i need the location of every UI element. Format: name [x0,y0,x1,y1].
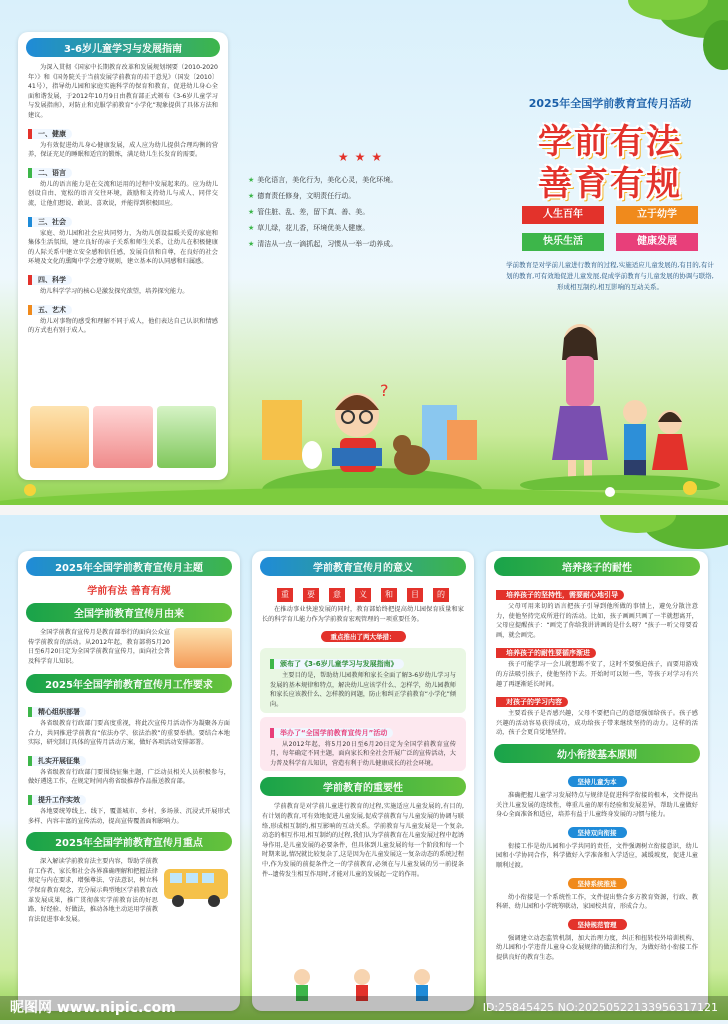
slogan-item: ★ 德育责任修身，文明责任行动。 [248,192,356,200]
cover-event-title: 2025年全国学前教育宣传月活动 [528,97,692,110]
star-icon: ★ [248,192,255,200]
slogan-item: ★ 管住脏、乱、差，留下真、善、美。 [248,208,370,216]
focus-header: 2025年全国学前教育宣传月重点 [26,832,232,851]
slogan-item: ★ 美化语言，美化行为，美化心灵，美化环境。 [248,176,398,184]
tag-healthy-growth: 健康发展 [616,233,698,251]
keyword-char: 的 [433,588,449,602]
patience-item [486,582,708,640]
meaning-panel [252,551,474,1011]
keyword-char: 目 [407,588,423,602]
requirement-title: 扎实开展征集 [28,756,86,766]
teacher-and-children-illustration [520,320,720,490]
requirement-title: 提升工作实效 [28,795,86,805]
brochure-outer-side [0,0,728,505]
requirement-item [18,748,240,787]
patience-item-text: 主要看孩子是否感兴趣，父母不要把自己的意愿强加给孩子。孩子感兴趣的活动容易获得成功，成功给孩子带来继续坚持的动力。这样的活动，孩子会更自觉地坚持。 [496,710,698,737]
patience-item-text: 孩子可能学习一会儿就想踢不安了，这时不要强迫孩子，而要用游戏的方法吸引孩子，使他坚持下去。开始时可以短一些，等孩子对学习有兴趣了再逐渐延长时间。 [496,661,698,688]
principle-text: 准确把握儿童学习发展特点与规律是促进科学衔接的根本，文件提出关注儿童发展的连续性，尊重儿童的原有经验和发展差异，帮助儿童做好身心全面准备和适应，培养有益于儿童终身发展的习惯与能力。 [496,791,698,819]
measure-title: 颁布了《3-6岁儿童学习与发展指南》 [270,659,404,669]
section-text: 为有效促进幼儿身心健康发展，成人应为幼儿提供合理均衡的营养，保证充足的睡眠和适宜的锻炼，满足幼儿生长发育的需要。 [28,141,218,159]
patience-item-title: 对孩子的学习内容 [496,697,568,707]
guide-section-science [18,267,228,297]
requirement-text: 各地要统筹线上、线下，覆盖城市、乡村，多场景、沉浸式开展形式多样、内容丰富的宣传活动，提高宣传覆盖面和影响力。 [28,807,230,825]
focus-text: 深入解读学前教育法主要内容，帮助学前教育工作者、家长和社会各界准确理解和把握法律规定与内在要求，增强尊法、守法意识，树立科学保育教育观念，充分展示典型地区学前教育改革发展成果，推广贯彻落实学前教育法的好思路、好经验、好做法，推动各地主动运用学前教育法促进事业发展。 [28,858,158,923]
section-title: 一、健康 [28,129,72,139]
section-text: 幼儿科学学习的核心是激发探究欲望，培养探究能力。 [40,287,189,295]
slogan-panel [248,150,478,252]
origin-header: 全国学前教育宣传月由来 [26,603,232,622]
principle-title: 坚持双向衔接 [568,827,627,838]
requirements-header: 2025年全国学前教育宣传月工作要求 [26,674,232,693]
principle-text: 强调建立动态监管机制，加大治理力度，纠正和扭转校外培训机构、幼儿园和小学违背儿童身心发展规律的做法和行为，为做好幼小衔接工作提供良好的教育生态。 [496,934,698,961]
keyword-char: 重 [277,588,293,602]
svg-text:?: ? [380,381,389,400]
cover-description: 学前教育是对学前儿童进行教育的过程,实施适应儿童发展的,有目的,有计划的教育,可有效地促进儿童发展,促成学前教育与儿童发展的协调与联络,形成相互制约,相互影响的互动关系。 [506,261,714,291]
principle-item [486,871,708,912]
theme-text: 学前有法 善育有规 [87,586,171,597]
patience-item-title: 培养孩子的耐性要循序渐进 [496,648,596,658]
keyword-char: 义 [355,588,371,602]
focus-block [18,857,240,924]
keywords-row [252,582,474,602]
children-photo [93,406,152,468]
star-icon: ★ [248,224,255,232]
publicity-month-panel [18,551,240,1011]
watermark-id: ID:25845425 NO:20250522133956317121 [482,1001,718,1014]
requirement-text: 各省级教育行政部门要围绕征集主题，广泛动员相关人员积极参与，做好遴选工作，在规定时间内将省级推荐作品报送教育部。 [28,768,230,786]
section-text: 幼儿对事物的感受和理解不同于成人，他们表达自己认识和情感的方式也有别于成人。 [28,317,218,335]
requirement-item [18,699,240,748]
measure-block [260,717,466,772]
guide-section-art [18,297,228,336]
measure-text: 从2012年起，将5月20日至6月20日定为全国学前教育宣传月，每年确定不同主题，面向家长和全社会开展广泛的宣传活动，大力普及科学育儿知识，营造有利于幼儿健康成长的社会环境。 [270,740,456,767]
patience-item [486,689,708,738]
tag-life-century: 人生百年 [522,206,604,224]
measure-block [260,648,466,712]
tag-happy-life: 快乐生活 [522,233,604,251]
slogan-list [248,172,478,252]
importance-text: 学前教育是对学前儿童进行教育的过程,实施适应儿童发展的,有目的,有计划的教育,可有效地促进儿童发展,促成学前教育与儿童发展的协调与联络,形成相互制约,相互影响的互动关系。学前教育与儿童发展是一个复杂,动态的相互作用,相互制约的过程,我们认为学前教育在儿童发展过程中起诱导作用,是儿童发展的必要条件，但具体到儿童发展的每一个阶段和每一个时期来说,情况就比较复杂了,这是因为在儿童发展这一复杂动态的系统过程中,作为发展的前提条件之一的学前教育,必须在与儿童发展的另一前提条件--遗传发生相互作用时,才能对儿童的发展起一定的作用。 [262,803,464,878]
watermark-bar [0,996,728,1020]
cover-title-line1: 学前有法 [538,122,682,162]
meaning-text: 在推动事业快速发展的同时，教育部始终把提高幼儿园保育质量和家长的科学育儿能力作为学前教育宏观管理的一项重要任务。 [262,606,464,623]
star-icon: ★ [248,240,255,248]
principle-item [486,769,708,820]
patience-item-title: 培养孩子的坚持性，需要耐心地引导 [496,590,624,600]
section-title: 四、科学 [28,275,72,285]
top-right-leaves-decoration [588,0,728,70]
patience-item-text: 父母可用来切的语言把孩子引导到他所做的事情上，避免分散注意力，使他坚持完成所进行的活动。比如，孩子画画只画了一半就想离开，父母应提醒孩子：“画完了你给我讲讲画的是什么呀？”孩子一听父母要看画，就会画完。 [496,603,698,639]
principle-title: 坚持系统推进 [568,878,627,889]
guide-intro-text: 为深入贯彻《国家中长期教育改革和发展规划纲要（2010-2020年）》和《国务院关于当前发展学前教育的若干意见》（国发〔2010〕41号），指导幼儿园和家庭实施科学的保育和教育，促进幼儿身心全面和谐发展，于2012年10月9日由教育部正式颁布《3-6岁儿童学习与发展指南》，对防止和克服学前教育“小学化”现象提供了具体方法和建议。 [28,64,218,119]
guide-section-social [18,209,228,267]
measure-title: 举办了“全国学前教育宣传月”活动 [270,728,393,738]
principle-item [486,912,708,963]
guide-section-health [18,121,228,160]
brochure-inner-side [0,515,728,1020]
principle-text: 幼小衔接是一个系统性工作，文件提出整合多方教育资源，行政、教科研、幼儿园和小学统筹联动，家园校共育，形成合力。 [496,893,698,911]
principle-item [486,820,708,871]
sheet-divider [0,505,728,515]
requirement-item [18,787,240,826]
guide-panel-header: 3-6岁儿童学习与发展指南 [26,38,220,57]
requirement-text: 各省级教育行政部门要高度重视，将此次宣传月活动作为凝聚各方面合力，共同推进学前教育“依法办学、依法治教”的重要举措。要结合本地实际，研究制订具体的宣传月活动方案，做好各项活动安排部署。 [28,720,230,747]
guide-section-language [18,160,228,209]
principle-title: 坚持儿童为本 [568,776,627,787]
cover-title-line2: 善育有规 [538,164,682,204]
section-text: 家庭、幼儿园和社会应共同努力，为幼儿创设温暖关爱的家庭和集体生活氛围，建立良好的亲子关系和师生关系，让幼儿在积极健康的人际关系中建立安全感和信任感，发展自信和自尊，在良好的社会环境及文化的熏陶中学会遵守规则，建立基本的认同感和归属感。 [28,229,218,266]
principle-text: 衔接工作是幼儿园和小学共同的责任，文件强调树立衔接意识，幼儿园和小学协同合作，科学做好入学准备和入学适应，减缓坡度，促进儿童顺利过渡。 [496,842,698,869]
theme-header: 2025年全国学前教育宣传月主题 [26,557,232,576]
section-title: 二、语言 [28,168,72,178]
keyword-char: 和 [381,588,397,602]
watermark-site: 昵图网 www.nipic.com [10,1000,176,1016]
tag-start-young: 立于幼学 [616,206,698,224]
patience-panel [486,551,708,1011]
slogan-item: ★ 草儿绿，花儿香，环境优美人健康。 [248,224,370,232]
school-bus-illustration [162,861,232,911]
origin-text: 全国学前教育宣传月是教育部举行的面向公众宣传学前教育的活动。从2012年起，教育部将5月20日至6月20日定为全国学前教育宣传月，面向社会普及科学育儿知识。 [28,629,170,665]
section-text: 幼儿的语言能力是在交流和运用的过程中发展起来的。应为幼儿创设自由、宽松的语言交往环境，鼓励和支持幼儿与成人、同伴交流，让他们想说、敢说、喜欢说，并能得到积极回应。 [28,180,218,207]
section-title: 五、艺术 [28,305,72,315]
children-photo [30,406,89,468]
stars-decoration: ★★★ [337,150,389,164]
meaning-header: 学前教育宣传月的意义 [260,557,466,576]
principle-title: 坚持规范管理 [568,919,627,930]
measure-text: 主要目的是，帮助幼儿园教师和家长全面了解3-6岁幼儿学习与发展的基本规律和特点，解决幼儿应该学什么、怎样学，幼儿园教师和家长应该教什么、怎样教的问题，防止和纠正学前教育“小学化”倾向。 [270,672,456,708]
requirement-title: 精心组织部署 [28,707,86,717]
transition-header: 幼小衔接基本原则 [494,744,700,763]
origin-block [18,628,240,668]
origin-photo [174,628,232,668]
patience-item [486,640,708,689]
section-title: 三、社会 [28,217,72,227]
keyword-char: 意 [329,588,345,602]
keyword-char: 要 [303,588,319,602]
flowers-decoration [0,470,728,505]
guide-panel [18,32,228,480]
importance-header: 学前教育的重要性 [260,777,466,796]
measures-header: 重点推出了两大举措： [321,631,406,642]
children-photo [157,406,216,468]
star-icon: ★ [248,176,255,184]
patience-header: 培养孩子的耐性 [494,557,700,576]
slogan-item: ★ 清洁从一点一滴抓起，习惯从一举一动养成。 [248,240,398,248]
guide-photo-row [30,406,216,468]
star-icon: ★ [248,208,255,216]
